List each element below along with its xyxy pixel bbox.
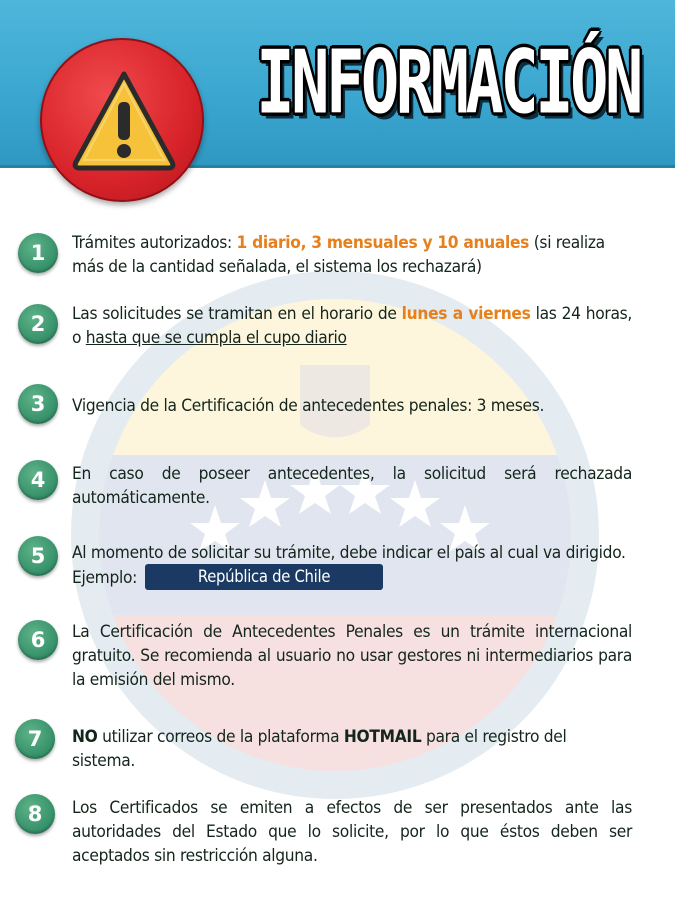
item-text-7: NO utilizar correos de la plataforma HOTMAIL para el registro del sistema. bbox=[72, 727, 567, 771]
number-badge-3: 3 bbox=[18, 384, 58, 424]
country-example-chip: República de Chile bbox=[145, 564, 383, 590]
item-text-1: Trámites autorizados: 1 diario, 3 mensuales y 10 anuales (si realiza más de la cantidad señalada, el sistema los rechazará) bbox=[72, 233, 605, 277]
number-badge-7: 7 bbox=[15, 719, 55, 759]
item-text-6: La Certificación de Antecedentes Penales es un trámite internacional gratuito. Se recomienda al usuario no usar gestores ni intermediarios para la emisión del mismo. bbox=[72, 622, 632, 690]
warning-badge bbox=[40, 38, 204, 202]
item-text-8: Los Certificados se emiten a efectos de ser presentados ante las autoridades del Estado que lo solicite, por lo que éstos deben ser aceptados sin restricción alguna. bbox=[72, 798, 632, 866]
item-text-4: En caso de poseer antecedentes, la solicitud será rechazada automáticamente. bbox=[72, 464, 632, 508]
warning-icon bbox=[42, 40, 206, 204]
number-badge-2: 2 bbox=[18, 304, 58, 344]
number-badge-6: 6 bbox=[18, 620, 58, 660]
number-badge-1: 1 bbox=[18, 233, 58, 273]
item-text-5: Al momento de solicitar su trámite, debe indicar el país al cual va dirigido. Ejemplo: República de Chile bbox=[72, 543, 626, 588]
item-text-2: Las solicitudes se tramitan en el horario de lunes a viernes las 24 horas, o hasta que se cumpla el cupo diario bbox=[72, 304, 632, 348]
number-badge-4: 4 bbox=[18, 460, 58, 500]
number-badge-8: 8 bbox=[15, 794, 55, 834]
number-badge-5: 5 bbox=[18, 536, 58, 576]
item-text-3: Vigencia de la Certificación de antecedentes penales: 3 meses. bbox=[72, 396, 545, 416]
page-title: INFORMACIÓN bbox=[256, 32, 640, 134]
